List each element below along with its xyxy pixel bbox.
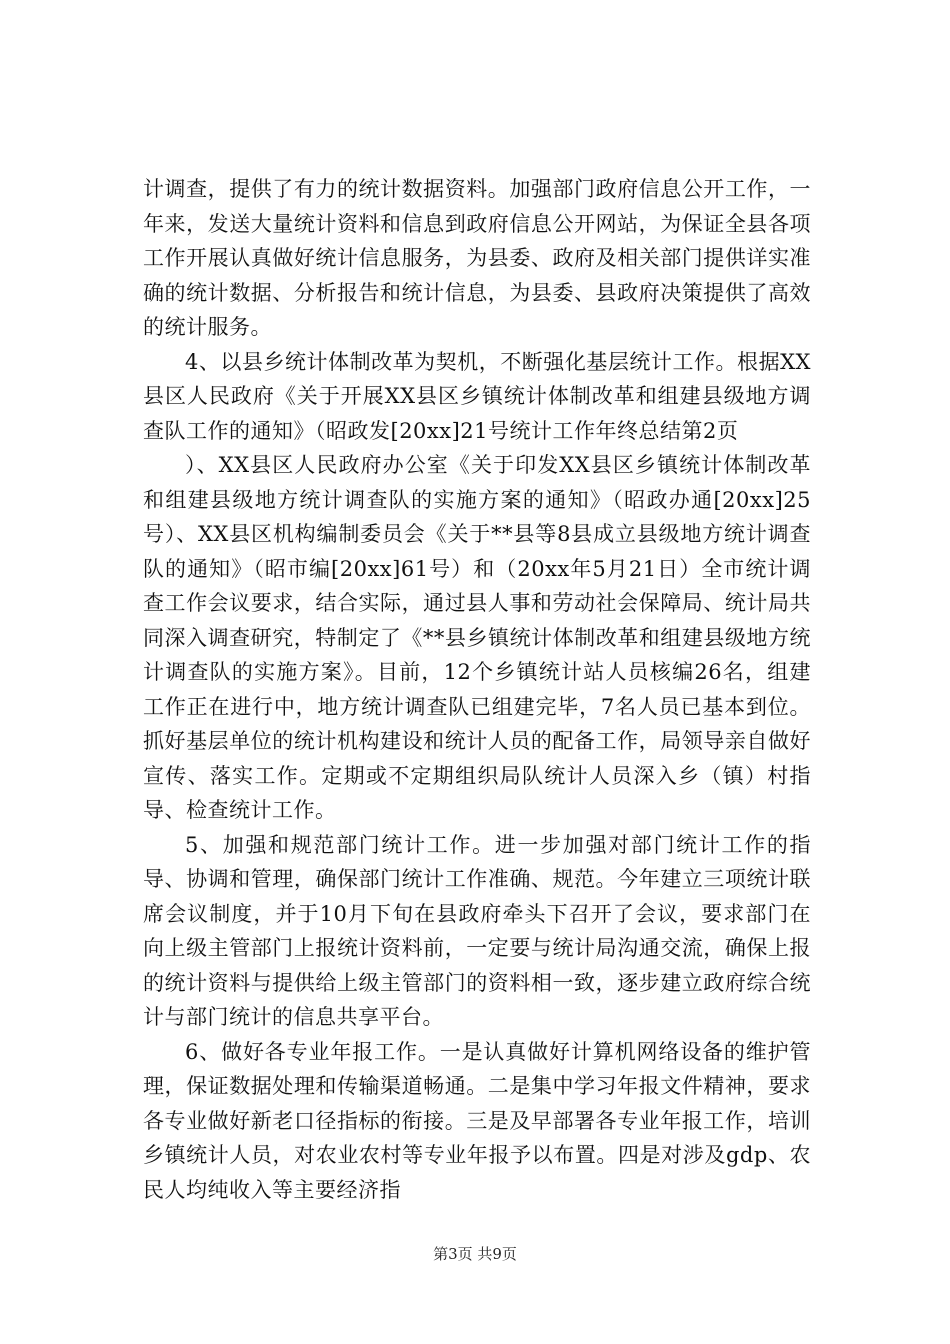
paragraph-4: 5、加强和规范部门统计工作。进一步加强对部门统计工作的指导、协调和管理，确保部门统计工作准确、规范。今年建立三项统计联席会议制度，并于10月下旬在县政府牵头下召开了会议，要求部门在向上级主管部门上报统计资料前，一定要与统计局沟通交流，确保上报的统计资料与提供给上级主管部门的资料相一致，逐步建立政府综合统计与部门统计的信息共享平台。 (143, 832, 811, 1029)
paragraph-1: 计调查，提供了有力的统计数据资料。加强部门政府信息公开工作，一年来，发送大量统计资料和信息到政府信息公开网站，为保证全县各项工作开展认真做好统计信息服务，为县委、政府及相关部门提供详实准确的统计数据、分析报告和统计信息，为县委、县政府决策提供了高效的统计服务。 (143, 177, 811, 339)
page-number-footer: 第3页 共9页 (433, 1245, 517, 1263)
paragraph-2: 4、以县乡统计体制改革为契机，不断强化基层统计工作。根据XX县区人民政府《关于开展XX县区乡镇统计体制改革和组建县级地方调查队工作的通知》（昭政发[20xx]21号统计工作年终总结第2页 (143, 349, 811, 443)
document-body (143, 172, 811, 1207)
paragraph-5: 6、做好各专业年报工作。一是认真做好计算机网络设备的维护管理，保证数据处理和传输渠道畅通。二是集中学习年报文件精神，要求各专业做好新老口径指标的衔接。三是及早部署各专业年报工作，培训乡镇统计人员，对农业农村等专业年报予以布置。四是对涉及gdp、农民人均纯收入等主要经济指 (143, 1039, 811, 1202)
paragraph-3: ）、XX县区人民政府办公室《关于印发XX县区乡镇统计体制改革和组建县级地方统计调查队的实施方案的通知》（昭政办通[20xx]25号）、XX县区机构编制委员会《关于**县等8县成立县级地方统计调查队的通知》（昭市编[20xx]61号）和（20xx年5月21日）全市统计调查工作会议要求，结合实际，通过县人事和劳动社会保障局、统计局共同深入调查研究，特制定了《**县乡镇统计体制改革和组建县级地方统计调查队的实施方案》。目前，12个乡镇统计站人员核编26名，组建工作正在进行中，地方统计调查队已组建完毕，7名人员已基本到位。抓好基层单位的统计机构建设和统计人员的配备工作，局领导亲自做好宣传、落实工作。定期或不定期组织局队统计人员深入乡（镇）村指导、检查统计工作。 (143, 453, 811, 822)
